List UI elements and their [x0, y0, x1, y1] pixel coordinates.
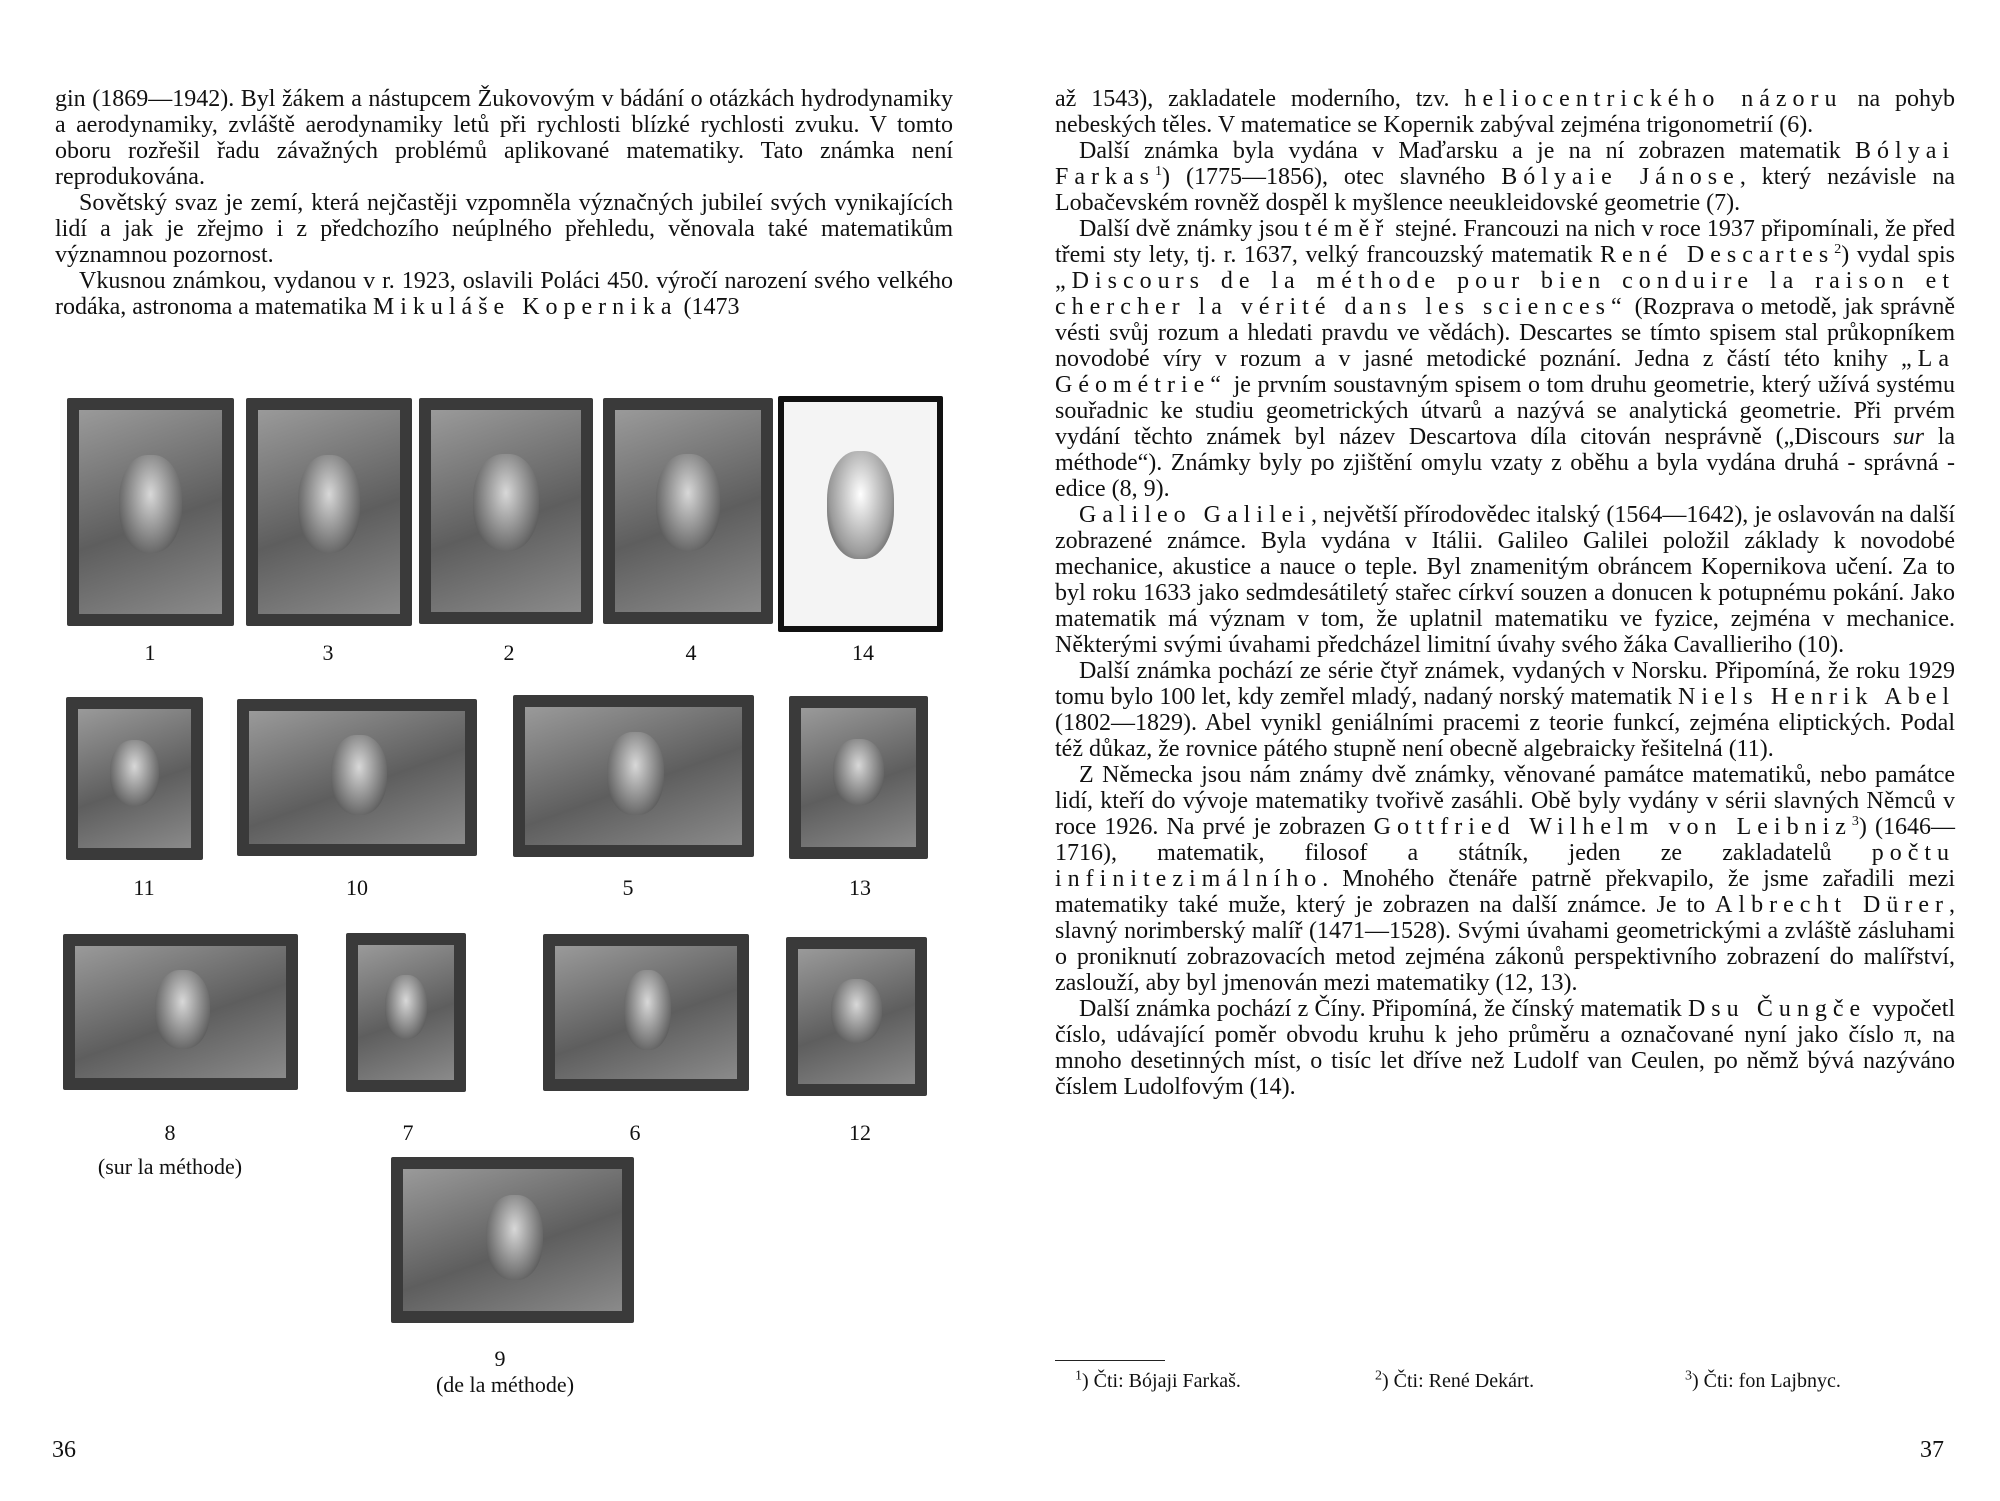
caption-6: 6 [629, 1120, 641, 1145]
caption-1: 1 [144, 640, 156, 665]
caption-7: 7 [402, 1120, 414, 1145]
caption-3: 3 [322, 640, 334, 665]
caption-13: 13 [849, 875, 871, 900]
page-number-right: 37 [1920, 1437, 1944, 1463]
stamp-6 [543, 934, 749, 1091]
footnote-1: $^1$) Čti: Bójaji Farkaš. [1075, 1368, 1241, 1392]
caption-4: 4 [685, 640, 697, 665]
caption-11: 11 [133, 875, 155, 900]
caption-10: 10 [346, 875, 368, 900]
caption-9: 9 [494, 1346, 506, 1371]
stamp-14 [778, 396, 943, 632]
stamp-12 [786, 937, 927, 1096]
stamp-2 [419, 398, 593, 624]
stamp-13 [789, 696, 928, 859]
emphasis-kopernik: Mikuláše Kopernika [372, 294, 678, 320]
caption-14: 14 [852, 640, 874, 665]
stamp-4 [603, 398, 773, 624]
paragraph-dsu-cungce: Další známka pochází z Číny. Připomíná, že čínský matematik Dsu Čungče vypočetl číslo, udávající poměr obvodu kruhu k jeho průměru a označované nyní jako číslo π, na mnoho desetinných míst, o tisíc let dříve než Ludolf van Ceulen, po němž bývá nazýváno číslem Ludolfovým (14). [1055, 996, 1956, 1100]
stamp-7 [346, 933, 466, 1092]
paragraph-2: Sovětský svaz je zemí, která nejčastěji vzpomněla význačných jubileí svých vynikajících lidí a jak je zřejmo i z předchozího neúplného přehledu, věnovala také matematikům významnou pozornost. [55, 190, 953, 268]
paragraph-bolyai: Další známka byla vydána v Maďarsku a je na ní zobrazen matematik Bólyai Farkas$^1$) (1775—1856), otec slavného Bólyaie Jánose, který nezávisle na Lobačevském rovněž dospěl k myšlence neeukleidovské geometrie (7). [1055, 138, 1956, 216]
page-number-left: 36 [52, 1437, 76, 1463]
paragraph-1: gin (1869—1942). Byl žákem a nástupcem Žukovovým v bádání o otázkách hydrodynamiky a aerodynamiky, zvláště aerodynamiky letů při rychlosti blízké rychlosti zvuku. V tomto oboru rozřešil řadu závažných problémů aplikované matematiky. Tato známka není reprodukována. [55, 86, 953, 190]
footnote-divider [1055, 1360, 1165, 1361]
paragraph-abel: Další známka pochází ze série čtyř známek, vydaných v Norsku. Připomíná, že roku 1929 tomu bylo 100 let, kdy zemřel mladý, nadaný norský matematik Niels Henrik Abel (1802—1829). Abel vynikl geniálními pracemi z teorie funkcí, zejména eliptických. Podal též důkaz, že rovnice pátého stupně není obecně algebraicky řešitelná (11). [1055, 658, 1956, 762]
left-page-text [55, 86, 953, 320]
right-page-text [1055, 86, 1955, 1100]
stamp-9 [391, 1157, 634, 1323]
stamp-1 [67, 398, 234, 626]
caption-9-subtitle: (de la méthode) [435, 1372, 575, 1397]
right-page [1000, 0, 2000, 1501]
footnote-2: $^2$) Čti: René Dekárt. [1375, 1368, 1535, 1392]
caption-12: 12 [849, 1120, 871, 1145]
stamp-5 [513, 695, 754, 857]
paragraph-galilei: Galileo Galilei, největší přírodovědec italský (1564—1642), je oslavován na další zobrazené známce. Byla vydána v Itálii. Galileo Galilei položil základy k novodobé mechanice, akustice a nauce o teple. Byl znamenitým obráncem Kopernikova učení. Za to byl roku 1633 jako sedmdesátiletý stařec církví souzen a donucen k potupnému pokání. Jako matematik má význam v tom, že uplatnil matematiku ve fyzice, zejména v mechanice. Některými svými úvahami předcházel limitní úvahy svého žáka Cavallieriho (10). [1055, 502, 1956, 658]
caption-8: 8 [164, 1120, 176, 1145]
caption-2: 2 [503, 640, 515, 665]
footnote-3: $^3$) Čti: fon Lajbnyc. [1685, 1368, 1841, 1392]
paragraph-kopernik-end: až 1543), zakladatele moderního, tzv. heliocentrického názoru na pohyb nebeských těles. V matematice se Kopernik zabýval zejména trigonometrií (6). [1055, 86, 1956, 138]
stamp-11 [66, 697, 203, 860]
stamp-10 [237, 699, 477, 856]
stamp-3 [246, 398, 412, 626]
stamp-8 [63, 934, 298, 1090]
paragraph-3: Vkusnou známkou, vydanou v r. 1923, oslavili Poláci 450. výročí narození svého velkého rodáka, astronoma a matematika Mikuláše Kopernika (1473 [55, 268, 953, 320]
paragraph-descartes: Další dvě známky jsou téměř stejné. Francouzi na nich v roce 1937 připomínali, že před třemi sty lety, tj. r. 1637, velký francouzský matematik René Descartes$^2$) vydal spis „Discours de la méthode pour bien conduire la raison et chercher la vérité dans les sciences“ (Rozprava o metodě, jak správně vésti svůj rozum a hledati pravdu ve vědách). Descartes se tímto spisem stal průkopníkem novodobé víry v rozum a v jasné metodické poznání. Jedna z částí této knihy „La Géométrie“ je prvním soustavným spisem o tom druhu geometrie, který užívá systému souřadnic ke studiu geometrických útvarů a nazývá se analytická geometrie. Při prvém vydání těchto známek byl název Descartova díla citován nesprávně („Discours sur la méthode“). Známky byly po zjištění omylu vzaty z oběhu a byla vydána druhá - správná - edice (8, 9). [1055, 216, 1956, 502]
caption-5: 5 [622, 875, 634, 900]
caption-8-subtitle: (sur la méthode) [97, 1154, 243, 1179]
paragraph-leibniz-durer: Z Německa jsou nám známy dvě známky, věnované památce matematiků, nebo památce lidí, kteří do vývoje matematiky tvořivě zasáhli. Obě byly vydány v sérii slavných Němců v roce 1926. Na prvé je zobrazen Gottfried Wilhelm von Leibniz$^3$) (1646—1716), matematik, filosof a státník, jeden ze zakladatelů počtu infinitezimálního. Mnohého čtenáře patrně překvapilo, že jsme zařadili mezi matematiky také muže, který je zobrazen na další známce. Je to Albrecht Dürer, slavný norimberský malíř (1471—1528). Svými úvahami geometrickými a zvláště zásluhami o proniknutí zobrazovacích metod zejména zákonů perspektivního zobrazení do malířství, zaslouží, aby byl jmenován mezi matematiky (12, 13). [1055, 762, 1956, 996]
